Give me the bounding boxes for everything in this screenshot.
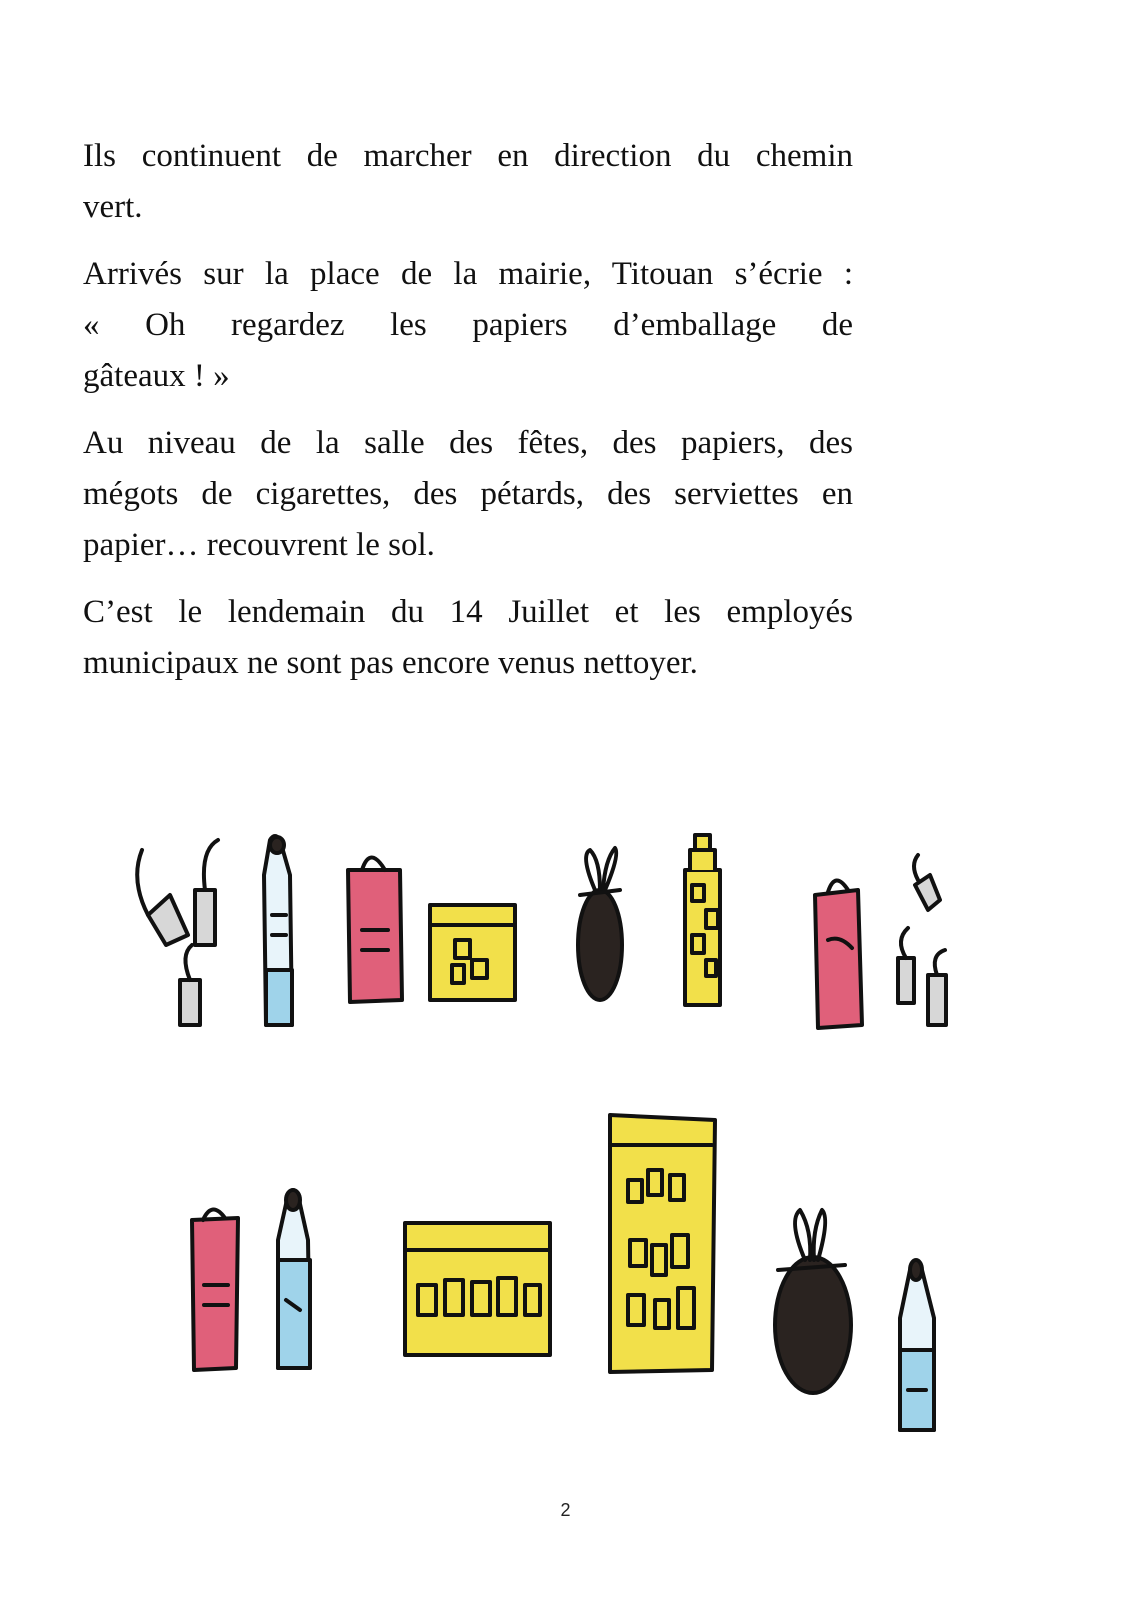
- paragraph-4: [83, 587, 853, 689]
- text-line: Arrivés sur la place de la mairie, Titouan s’écrie :: [83, 256, 853, 292]
- paragraph-1: [83, 131, 853, 233]
- child-drawing-litter: [100, 740, 1020, 1460]
- text-line: Au niveau de la salle des fêtes, des papiers, des: [83, 425, 853, 461]
- text-line: « Oh regardez les papiers d’emballage de: [83, 307, 853, 343]
- pink-bag-drawing: [192, 1209, 238, 1370]
- trash-bag-drawing: [775, 1210, 851, 1393]
- firecracker-drawing: [137, 840, 218, 1025]
- pink-bag-drawing: [815, 880, 862, 1028]
- text-line: mégots de cigarettes, des pétards, des serviettes en: [83, 476, 853, 512]
- text-line: vert.: [83, 189, 143, 225]
- yellow-box-drawing: [405, 1223, 550, 1355]
- story-text: [83, 131, 853, 705]
- bottle-drawing: [264, 836, 292, 1025]
- cereal-box-drawing: [610, 1115, 715, 1372]
- paragraph-2: [83, 249, 853, 402]
- firecracker-drawing: [898, 855, 946, 1025]
- paragraph-3: [83, 418, 853, 571]
- bottle-drawing: [900, 1260, 934, 1430]
- yellow-box-drawing: [430, 905, 515, 1000]
- text-line: municipaux ne sont pas encore venus nettoyer.: [83, 645, 698, 681]
- text-line: gâteaux ! »: [83, 358, 230, 394]
- bottle-drawing: [278, 1190, 310, 1368]
- text-line: papier… recouvrent le sol.: [83, 527, 435, 563]
- page-number: 2: [560, 1500, 571, 1520]
- text-line: C’est le lendemain du 14 Juillet et les employés: [83, 594, 853, 630]
- tall-packet-drawing: [685, 835, 720, 1005]
- text-line: Ils continuent de marcher en direction du chemin: [83, 138, 853, 174]
- trash-bag-drawing: [578, 848, 622, 1000]
- pink-bag-drawing: [348, 858, 402, 1003]
